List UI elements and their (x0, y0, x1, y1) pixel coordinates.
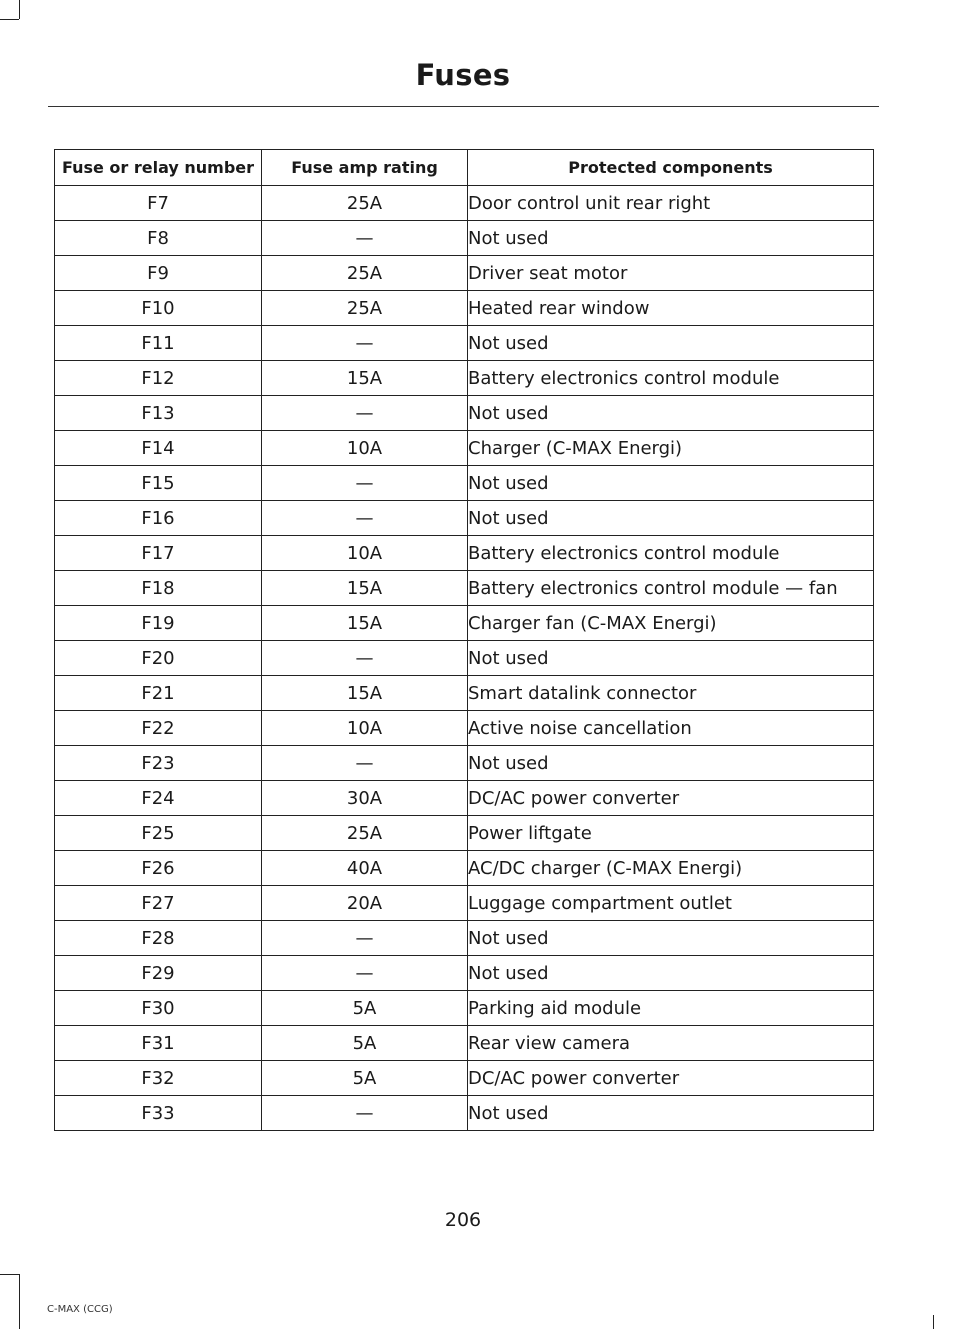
protected-component-cell: Not used (468, 641, 874, 676)
fuse-table-body (55, 186, 874, 1131)
crop-mark-bottom-left-h (0, 1274, 19, 1275)
amp-rating-cell: 25A (262, 186, 468, 221)
amp-rating-cell: — (262, 956, 468, 991)
footer-model-label: C-MAX (CCG) (47, 1304, 113, 1315)
protected-component-cell: Heated rear window (468, 291, 874, 326)
protected-component-cell: Not used (468, 221, 874, 256)
table-row (55, 781, 874, 816)
amp-rating-cell: 30A (262, 781, 468, 816)
protected-component-cell: Battery electronics control module (468, 361, 874, 396)
table-row (55, 501, 874, 536)
table-row (55, 676, 874, 711)
protected-component-cell: Active noise cancellation (468, 711, 874, 746)
protected-component-cell: Door control unit rear right (468, 186, 874, 221)
fuse-number-cell: F11 (55, 326, 262, 361)
amp-rating-cell: 10A (262, 536, 468, 571)
table-row (55, 186, 874, 221)
table-row (55, 816, 874, 851)
fuse-number-cell: F22 (55, 711, 262, 746)
fuse-number-cell: F24 (55, 781, 262, 816)
table-row (55, 606, 874, 641)
title-divider (48, 106, 879, 107)
table-row (55, 746, 874, 781)
amp-rating-cell: 15A (262, 361, 468, 396)
fuse-number-cell: F13 (55, 396, 262, 431)
table-row (55, 536, 874, 571)
table-row (55, 326, 874, 361)
table-row (55, 396, 874, 431)
table-row (55, 571, 874, 606)
protected-component-cell: Not used (468, 956, 874, 991)
fuse-number-cell: F15 (55, 466, 262, 501)
protected-component-cell: Not used (468, 501, 874, 536)
fuse-number-cell: F25 (55, 816, 262, 851)
table-row (55, 221, 874, 256)
fuse-number-cell: F23 (55, 746, 262, 781)
protected-component-cell: Driver seat motor (468, 256, 874, 291)
amp-rating-cell: 25A (262, 291, 468, 326)
amp-rating-cell: — (262, 746, 468, 781)
table-row (55, 641, 874, 676)
amp-rating-cell: — (262, 466, 468, 501)
fuse-number-cell: F16 (55, 501, 262, 536)
fuse-number-cell: F29 (55, 956, 262, 991)
fuse-number-cell: F19 (55, 606, 262, 641)
table-row (55, 1026, 874, 1061)
amp-rating-cell: 10A (262, 431, 468, 466)
crop-mark-top-left-v (19, 0, 20, 19)
amp-rating-cell: — (262, 921, 468, 956)
fuse-number-cell: F7 (55, 186, 262, 221)
protected-component-cell: Not used (468, 921, 874, 956)
table-row (55, 431, 874, 466)
amp-rating-cell: 5A (262, 1026, 468, 1061)
amp-rating-cell: — (262, 326, 468, 361)
table-row (55, 1096, 874, 1131)
amp-rating-cell: 25A (262, 256, 468, 291)
table-row (55, 921, 874, 956)
column-header-amp-rating: Fuse amp rating (262, 150, 468, 186)
crop-mark-bottom-left-v (19, 1274, 20, 1329)
protected-component-cell: Battery electronics control module (468, 536, 874, 571)
fuse-number-cell: F26 (55, 851, 262, 886)
protected-component-cell: AC/DC charger (C-MAX Energi) (468, 851, 874, 886)
amp-rating-cell: 15A (262, 606, 468, 641)
protected-component-cell: Charger fan (C-MAX Energi) (468, 606, 874, 641)
amp-rating-cell: — (262, 1096, 468, 1131)
fuse-number-cell: F28 (55, 921, 262, 956)
fuse-number-cell: F8 (55, 221, 262, 256)
table-row (55, 851, 874, 886)
protected-component-cell: Luggage compartment outlet (468, 886, 874, 921)
fuse-number-cell: F9 (55, 256, 262, 291)
fuse-number-cell: F21 (55, 676, 262, 711)
fuse-number-cell: F14 (55, 431, 262, 466)
page-title: Fuses (415, 58, 511, 92)
fuse-number-cell: F31 (55, 1026, 262, 1061)
crop-mark-top-left-h (0, 19, 19, 20)
amp-rating-cell: — (262, 641, 468, 676)
table-row (55, 466, 874, 501)
fuse-number-cell: F20 (55, 641, 262, 676)
table-row (55, 886, 874, 921)
amp-rating-cell: 15A (262, 676, 468, 711)
table-row (55, 291, 874, 326)
protected-component-cell: Not used (468, 1096, 874, 1131)
amp-rating-cell: — (262, 396, 468, 431)
column-header-fuse-number: Fuse or relay number (55, 150, 262, 186)
protected-component-cell: Not used (468, 396, 874, 431)
amp-rating-cell: 25A (262, 816, 468, 851)
protected-component-cell: Smart datalink connector (468, 676, 874, 711)
fuse-number-cell: F18 (55, 571, 262, 606)
fuse-table (54, 149, 874, 1131)
protected-component-cell: Power liftgate (468, 816, 874, 851)
protected-component-cell: Not used (468, 746, 874, 781)
table-row (55, 256, 874, 291)
table-row (55, 361, 874, 396)
protected-component-cell: DC/AC power converter (468, 781, 874, 816)
fuse-number-cell: F12 (55, 361, 262, 396)
amp-rating-cell: 20A (262, 886, 468, 921)
amp-rating-cell: 5A (262, 1061, 468, 1096)
amp-rating-cell: 5A (262, 991, 468, 1026)
protected-component-cell: Not used (468, 326, 874, 361)
protected-component-cell: Not used (468, 466, 874, 501)
fuse-number-cell: F32 (55, 1061, 262, 1096)
fuse-number-cell: F17 (55, 536, 262, 571)
column-header-protected-components: Protected components (468, 150, 874, 186)
fuse-number-cell: F30 (55, 991, 262, 1026)
amp-rating-cell: 15A (262, 571, 468, 606)
table-row (55, 956, 874, 991)
crop-mark-bottom-right-v (933, 1315, 934, 1329)
fuse-number-cell: F10 (55, 291, 262, 326)
fuse-number-cell: F27 (55, 886, 262, 921)
amp-rating-cell: 40A (262, 851, 468, 886)
table-header-row (55, 150, 874, 186)
protected-component-cell: Parking aid module (468, 991, 874, 1026)
table-row (55, 1061, 874, 1096)
page-number: 206 (444, 1209, 482, 1231)
protected-component-cell: Charger (C-MAX Energi) (468, 431, 874, 466)
amp-rating-cell: 10A (262, 711, 468, 746)
fuse-number-cell: F33 (55, 1096, 262, 1131)
amp-rating-cell: — (262, 501, 468, 536)
table-row (55, 711, 874, 746)
protected-component-cell: DC/AC power converter (468, 1061, 874, 1096)
protected-component-cell: Battery electronics control module — fan (468, 571, 874, 606)
protected-component-cell: Rear view camera (468, 1026, 874, 1061)
amp-rating-cell: — (262, 221, 468, 256)
table-row (55, 991, 874, 1026)
